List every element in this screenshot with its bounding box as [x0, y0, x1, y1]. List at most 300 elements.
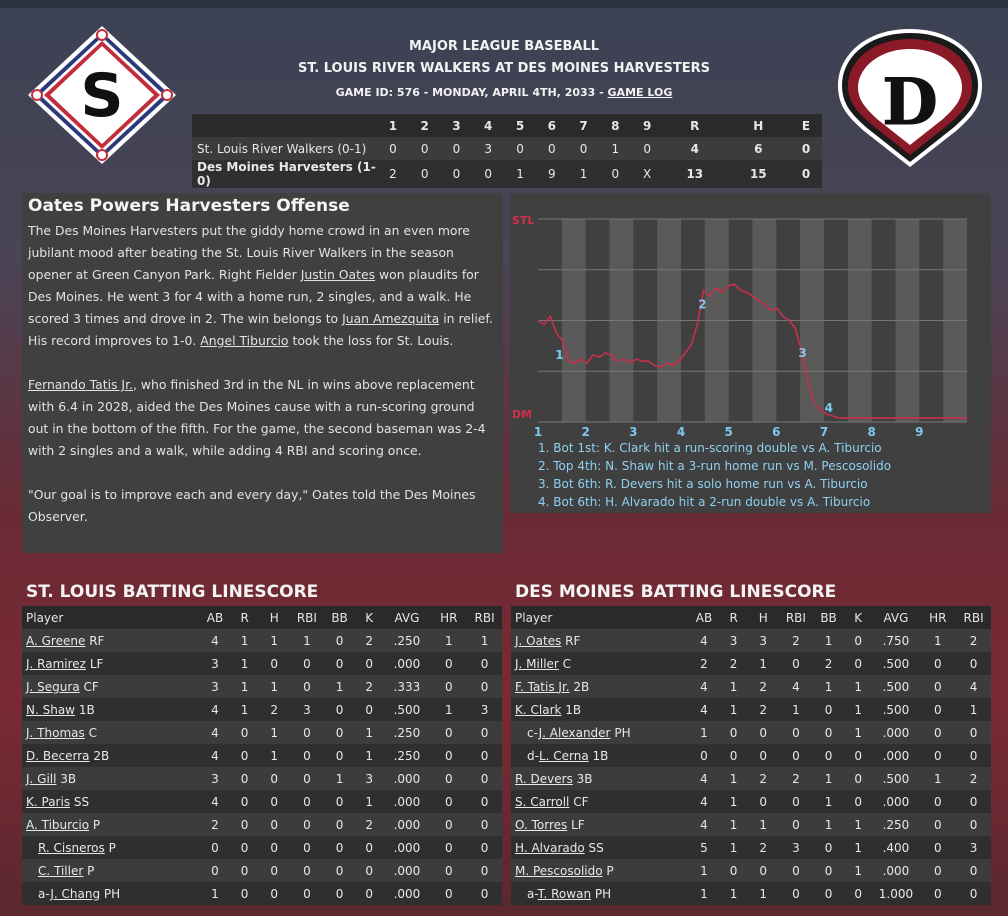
stat-cell: 4 — [200, 790, 231, 813]
player-cell — [22, 767, 200, 790]
batting-col-header: AVG — [872, 606, 919, 629]
player-name-link[interactable]: T. Rowan — [537, 886, 592, 901]
player-position: 1B — [565, 702, 582, 717]
stat-cell: 1 — [259, 629, 290, 652]
stat-cell: 0 — [324, 744, 355, 767]
stat-cell: 0 — [956, 652, 991, 675]
player-name-link[interactable]: R. Cisneros — [38, 840, 105, 855]
line-score-col-header: 2 — [409, 114, 441, 137]
story-paragraph-1 — [22, 220, 503, 352]
stat-cell: 0 — [290, 744, 325, 767]
stat-cell: 4 — [689, 790, 720, 813]
line-score-col-header: 6 — [536, 114, 568, 137]
away-batting-header — [22, 606, 502, 629]
player-name-link[interactable]: J. Miller — [515, 656, 559, 671]
player-cell — [511, 859, 689, 882]
stat-cell: 0 — [844, 629, 873, 652]
player-cell — [22, 859, 200, 882]
batting-row — [22, 790, 502, 813]
line-score-cell: 3 — [472, 137, 504, 160]
player-cell — [22, 744, 200, 767]
stat-cell: .500 — [872, 675, 919, 698]
stat-cell: 0 — [844, 790, 873, 813]
player-name-link[interactable]: K. Clark — [515, 702, 562, 717]
stat-cell: 0 — [259, 882, 290, 905]
stat-cell: 0 — [748, 744, 779, 767]
stat-cell: 0 — [259, 813, 290, 836]
player-position: 2B — [573, 679, 590, 694]
stat-cell: 0 — [748, 859, 779, 882]
stat-cell: 4 — [689, 675, 720, 698]
line-score-cell: 0 — [409, 160, 441, 188]
player-cell — [511, 675, 689, 698]
player-position: C — [88, 725, 97, 740]
stat-cell: 3 — [956, 836, 991, 859]
stat-cell: .000 — [383, 652, 430, 675]
player-name-link[interactable]: C. Tiller — [38, 863, 84, 878]
stat-cell: 4 — [689, 767, 720, 790]
stat-cell: 3 — [290, 698, 325, 721]
line-score-header — [192, 114, 822, 137]
player-cell — [22, 836, 200, 859]
stat-cell: 0 — [956, 790, 991, 813]
line-score-table — [192, 114, 822, 188]
stat-cell: 1 — [467, 629, 502, 652]
stat-cell: 4 — [689, 813, 720, 836]
stat-cell: 0 — [430, 675, 467, 698]
stat-cell: 0 — [467, 675, 502, 698]
player-name-link[interactable]: R. Devers — [515, 771, 573, 786]
stat-cell: 0 — [430, 882, 467, 905]
player-name-link[interactable]: A. Tiburcio — [26, 817, 90, 832]
x-tick-label: 8 — [867, 425, 876, 438]
player-cell — [511, 767, 689, 790]
event-marker: 2 — [698, 297, 707, 312]
player-cell — [22, 813, 200, 836]
player-name-link[interactable]: J. Chang — [50, 886, 101, 901]
stat-cell: .000 — [383, 790, 430, 813]
stat-cell: 1 — [748, 813, 779, 836]
stat-cell: 2 — [355, 675, 384, 698]
stat-cell: 0 — [430, 859, 467, 882]
line-score-cell: 15 — [727, 160, 791, 188]
win-probability-graph — [510, 193, 991, 513]
sub-prefix: a- — [527, 886, 538, 901]
line-score-cell: 0 — [536, 137, 568, 160]
stat-cell: 0 — [230, 721, 259, 744]
stat-cell: 0 — [230, 790, 259, 813]
event-marker: 4 — [824, 400, 833, 415]
stat-cell: 1 — [813, 790, 844, 813]
stat-cell: 0 — [467, 767, 502, 790]
stat-cell: 1 — [290, 629, 325, 652]
stat-cell: .500 — [383, 698, 430, 721]
line-score-team: St. Louis River Walkers (0-1) — [192, 137, 377, 160]
player-name-link[interactable]: M. Pescosolido — [515, 863, 603, 878]
stat-cell: 0 — [290, 836, 325, 859]
away-logo-letter: S — [80, 61, 124, 131]
line-score-col-header: 8 — [599, 114, 631, 137]
stat-cell: 1 — [719, 836, 748, 859]
line-score-col-header: 7 — [568, 114, 600, 137]
stat-cell: 1 — [844, 859, 873, 882]
stat-cell: 0 — [779, 652, 814, 675]
sub-prefix: d- — [527, 748, 539, 763]
line-score-cell: 0 — [790, 160, 822, 188]
player-position: P — [92, 817, 101, 832]
batting-col-header: K — [355, 606, 384, 629]
player-position: P — [87, 863, 95, 878]
stat-cell: 0 — [355, 836, 384, 859]
player-position: 1B — [78, 702, 95, 717]
stat-cell: 0 — [467, 790, 502, 813]
stat-cell: .500 — [872, 767, 919, 790]
player-cell — [22, 882, 200, 905]
player-name-link[interactable]: N. Shaw — [26, 702, 75, 717]
player-cell — [511, 836, 689, 859]
stat-cell: 0 — [689, 744, 720, 767]
line-score-cell: 4 — [663, 137, 727, 160]
batting-row — [22, 859, 502, 882]
stat-cell: 0 — [324, 813, 355, 836]
stat-cell: 0 — [230, 859, 259, 882]
stat-cell: 1 — [430, 629, 467, 652]
line-score-cell: 1 — [599, 137, 631, 160]
line-score-cell: 2 — [377, 160, 409, 188]
stat-cell: 0 — [259, 790, 290, 813]
stat-cell: 1 — [719, 882, 748, 905]
x-tick-label: 1 — [533, 425, 543, 438]
stat-cell: 0 — [230, 882, 259, 905]
batting-row — [511, 652, 991, 675]
batting-row — [511, 882, 991, 905]
batting-row — [511, 859, 991, 882]
stat-cell: 2 — [748, 767, 779, 790]
line-score-cell: X — [631, 160, 663, 188]
stat-cell: 0 — [324, 836, 355, 859]
player-link[interactable]: Fernando Tatis Jr. — [28, 377, 133, 392]
stat-cell: 1 — [689, 882, 720, 905]
stat-cell: 0 — [919, 813, 956, 836]
stat-cell: 2 — [259, 698, 290, 721]
stat-cell: 2 — [748, 675, 779, 698]
stat-cell: 0 — [813, 859, 844, 882]
batting-col-header: AVG — [383, 606, 430, 629]
sub-prefix: c- — [527, 725, 539, 740]
away-batting-linescore — [22, 578, 502, 905]
stat-cell: 0 — [919, 859, 956, 882]
batting-row — [22, 698, 502, 721]
stat-cell: 3 — [779, 836, 814, 859]
stat-cell: 0 — [230, 767, 259, 790]
graph-legend-item: 3. Bot 6th: R. Devers hit a solo home run vs A. Tiburcio — [538, 477, 868, 491]
stat-cell: 0 — [290, 790, 325, 813]
player-cell — [22, 675, 200, 698]
player-cell — [511, 813, 689, 836]
line-score-cell: 0 — [441, 137, 473, 160]
story-paragraph-2 — [22, 374, 503, 462]
stat-cell: 0 — [290, 652, 325, 675]
player-name-link[interactable]: J. Alexander — [538, 725, 611, 740]
stat-cell: 0 — [779, 882, 814, 905]
stat-cell: .250 — [383, 744, 430, 767]
stat-cell: .000 — [383, 859, 430, 882]
player-link[interactable]: Angel Tiburcio — [200, 333, 289, 348]
stat-cell: .000 — [383, 767, 430, 790]
stat-cell: 1 — [259, 721, 290, 744]
stat-cell: 1 — [355, 790, 384, 813]
top-bar — [0, 0, 1008, 8]
player-position: SS — [588, 840, 604, 855]
batting-row — [22, 836, 502, 859]
stat-cell: 1 — [719, 813, 748, 836]
player-name-link[interactable]: H. Alvarado — [515, 840, 585, 855]
player-cell — [22, 790, 200, 813]
stat-cell: 0 — [430, 767, 467, 790]
matchup-title: ST. LOUIS RIVER WALKERS AT DES MOINES HARVESTERS — [297, 61, 710, 76]
stat-cell: 0 — [719, 721, 748, 744]
stat-cell: 1 — [230, 675, 259, 698]
stat-cell: 0 — [919, 652, 956, 675]
batting-row — [511, 698, 991, 721]
line-score-cell: 6 — [727, 137, 791, 160]
stat-cell: .000 — [383, 882, 430, 905]
stat-cell: 0 — [779, 813, 814, 836]
home-batting-table — [511, 606, 991, 905]
line-score-cell: 9 — [536, 160, 568, 188]
stat-cell: 1 — [844, 721, 873, 744]
player-name-link[interactable]: A. Greene — [26, 633, 86, 648]
batting-col-header: BB — [813, 606, 844, 629]
player-name-link[interactable]: F. Tatis Jr. — [515, 679, 570, 694]
stat-cell: 0 — [956, 813, 991, 836]
player-name-link[interactable]: J. Oates — [515, 633, 562, 648]
stat-cell: 0 — [779, 744, 814, 767]
player-position: LF — [89, 656, 104, 671]
line-score-cell: 1 — [504, 160, 536, 188]
batting-row — [511, 675, 991, 698]
stat-cell: 0 — [813, 744, 844, 767]
stat-cell: 0 — [230, 813, 259, 836]
player-cell — [511, 629, 689, 652]
stat-cell: 1 — [719, 790, 748, 813]
stat-cell: 4 — [779, 675, 814, 698]
story-text: The Des Moines Harvesters put the giddy home crowd in an even more jubilant mood after beating the St. Louis River Walkers in the season opener at Green Canyon Park. Right Fielder — [28, 223, 470, 282]
batting-col-header: K — [844, 606, 873, 629]
stat-cell: 2 — [813, 652, 844, 675]
stat-cell: 0 — [719, 744, 748, 767]
stat-cell: 0 — [467, 836, 502, 859]
game-log-link[interactable]: GAME LOG — [607, 86, 673, 99]
x-tick-label: 4 — [676, 425, 686, 438]
graph-legend-item: 2. Top 4th: N. Shaw hit a 3-run home run vs M. Pescosolido — [538, 459, 892, 473]
stat-cell: 0 — [467, 859, 502, 882]
line-score-col-header: 1 — [377, 114, 409, 137]
game-header — [0, 36, 1008, 106]
stat-cell: .250 — [383, 629, 430, 652]
stat-cell: 0 — [430, 721, 467, 744]
player-position: PH — [103, 886, 121, 901]
batting-row — [511, 767, 991, 790]
player-name-link[interactable]: J. Thomas — [26, 725, 85, 740]
player-position: 3B — [60, 771, 77, 786]
player-name-link[interactable]: L. Cerna — [538, 748, 589, 763]
line-score-row — [192, 160, 822, 188]
player-cell — [22, 629, 200, 652]
line-score-col-header: E — [790, 114, 822, 137]
player-cell — [22, 698, 200, 721]
stat-cell: 4 — [956, 675, 991, 698]
stat-cell: 1 — [230, 629, 259, 652]
x-tick-label: 6 — [772, 425, 781, 438]
stat-cell: .000 — [383, 813, 430, 836]
line-score-cell: 0 — [568, 137, 600, 160]
batting-row — [22, 721, 502, 744]
stat-cell: 0 — [324, 698, 355, 721]
stat-cell: 0 — [430, 652, 467, 675]
x-tick-label: 2 — [581, 425, 590, 438]
batting-col-header: H — [259, 606, 290, 629]
stat-cell: 1 — [779, 698, 814, 721]
stat-cell: 1 — [919, 629, 956, 652]
batting-row — [22, 744, 502, 767]
graph-legend-item: 1. Bot 1st: K. Clark hit a run-scoring double vs A. Tiburcio — [538, 441, 882, 455]
win-probability-chart — [510, 193, 991, 438]
player-name-link[interactable]: J. Gill — [26, 771, 57, 786]
stat-cell: 5 — [689, 836, 720, 859]
player-position: PH — [594, 886, 612, 901]
stat-cell: 0 — [355, 652, 384, 675]
stat-cell: 1 — [748, 882, 779, 905]
batting-col-header: RBI — [779, 606, 814, 629]
player-link[interactable]: Justin Oates — [300, 267, 376, 282]
line-score-cell: 0 — [599, 160, 631, 188]
stat-cell: 0 — [467, 882, 502, 905]
stat-cell: .000 — [383, 836, 430, 859]
stat-cell: 0 — [430, 790, 467, 813]
player-link[interactable]: Juan Amezquita — [342, 311, 440, 326]
stat-cell: 0 — [324, 859, 355, 882]
home-batting-linescore — [511, 578, 991, 905]
stat-cell: 1 — [689, 859, 720, 882]
batting-row — [511, 790, 991, 813]
away-batting-title: ST. LOUIS BATTING LINESCORE — [26, 582, 319, 602]
player-position: 2B — [93, 748, 110, 763]
stat-cell: .250 — [383, 721, 430, 744]
stat-cell: 0 — [355, 698, 384, 721]
line-score-cell: 0 — [377, 137, 409, 160]
stat-cell: .000 — [872, 790, 919, 813]
player-cell — [511, 721, 689, 744]
stat-cell: .000 — [872, 859, 919, 882]
player-position: CF — [573, 794, 589, 809]
player-name-link[interactable]: J. Segura — [26, 679, 80, 694]
stat-cell: 2 — [689, 652, 720, 675]
player-name-link[interactable]: D. Becerra — [26, 748, 90, 763]
event-marker: 3 — [798, 346, 807, 361]
player-name-link[interactable]: S. Carroll — [515, 794, 570, 809]
line-score-cell: 0 — [504, 137, 536, 160]
stat-cell: 0 — [259, 767, 290, 790]
line-score-col-header — [192, 114, 377, 137]
stat-cell: 0 — [956, 744, 991, 767]
batting-row — [511, 813, 991, 836]
stat-cell: 1 — [956, 698, 991, 721]
stat-cell: 2 — [355, 813, 384, 836]
stat-cell: 0 — [919, 836, 956, 859]
player-position: 3B — [576, 771, 593, 786]
stat-cell: 1 — [230, 698, 259, 721]
stat-cell: 2 — [779, 767, 814, 790]
batting-col-header: HR — [919, 606, 956, 629]
home-batting-header — [511, 606, 991, 629]
x-tick-label: 9 — [915, 425, 924, 438]
player-position: CF — [83, 679, 99, 694]
event-marker: 1 — [555, 348, 564, 363]
game-story — [22, 193, 503, 553]
stat-cell: 0 — [844, 767, 873, 790]
story-text: won plaudits for Des Moines. He went 3 for 4 with a home run, 2 singles, and a walk. He scored 3 times and drove in 2. The win belongs to — [28, 267, 479, 326]
story-text: took the loss for St. Louis. — [288, 333, 454, 348]
stat-cell: 3 — [200, 675, 231, 698]
stat-cell: 0 — [430, 744, 467, 767]
player-cell — [511, 698, 689, 721]
stat-cell: 0 — [956, 721, 991, 744]
stat-cell: .250 — [872, 813, 919, 836]
player-cell — [511, 882, 689, 905]
stat-cell: 1 — [813, 767, 844, 790]
home-batting-title: DES MOINES BATTING LINESCORE — [515, 582, 837, 602]
stat-cell: 2 — [956, 767, 991, 790]
stat-cell: 0 — [844, 882, 873, 905]
stat-cell: 3 — [200, 767, 231, 790]
stat-cell: 0 — [813, 721, 844, 744]
batting-col-header: RBI — [467, 606, 502, 629]
stat-cell: 1 — [719, 698, 748, 721]
stat-cell: 1 — [719, 767, 748, 790]
stat-cell: 0 — [290, 813, 325, 836]
player-position: LF — [571, 817, 585, 832]
stat-cell: 3 — [719, 629, 748, 652]
stat-cell: 1 — [324, 767, 355, 790]
sub-prefix: a- — [38, 886, 51, 901]
stat-cell: 0 — [844, 744, 873, 767]
stat-cell: 0 — [813, 698, 844, 721]
batting-col-header: HR — [430, 606, 467, 629]
stat-cell: 4 — [200, 744, 231, 767]
player-position: P — [108, 840, 116, 855]
line-score-cell: 0 — [441, 160, 473, 188]
stat-cell: 2 — [779, 629, 814, 652]
x-tick-label: 5 — [724, 425, 733, 438]
stat-cell: 0 — [748, 790, 779, 813]
stat-cell: 1 — [324, 675, 355, 698]
stat-cell: 0 — [290, 675, 325, 698]
player-name-link[interactable]: J. Ramirez — [26, 656, 86, 671]
batting-row — [22, 882, 502, 905]
player-cell — [511, 790, 689, 813]
stat-cell: 0 — [259, 652, 290, 675]
player-name-link[interactable]: O. Torres — [515, 817, 568, 832]
stat-cell: 0 — [813, 836, 844, 859]
batting-row — [22, 813, 502, 836]
stat-cell: 4 — [200, 629, 231, 652]
stat-cell: 1 — [719, 675, 748, 698]
player-name-link[interactable]: K. Paris — [26, 794, 71, 809]
stat-cell: 3 — [200, 652, 231, 675]
stat-cell: 0 — [324, 790, 355, 813]
stat-cell: 1 — [813, 629, 844, 652]
